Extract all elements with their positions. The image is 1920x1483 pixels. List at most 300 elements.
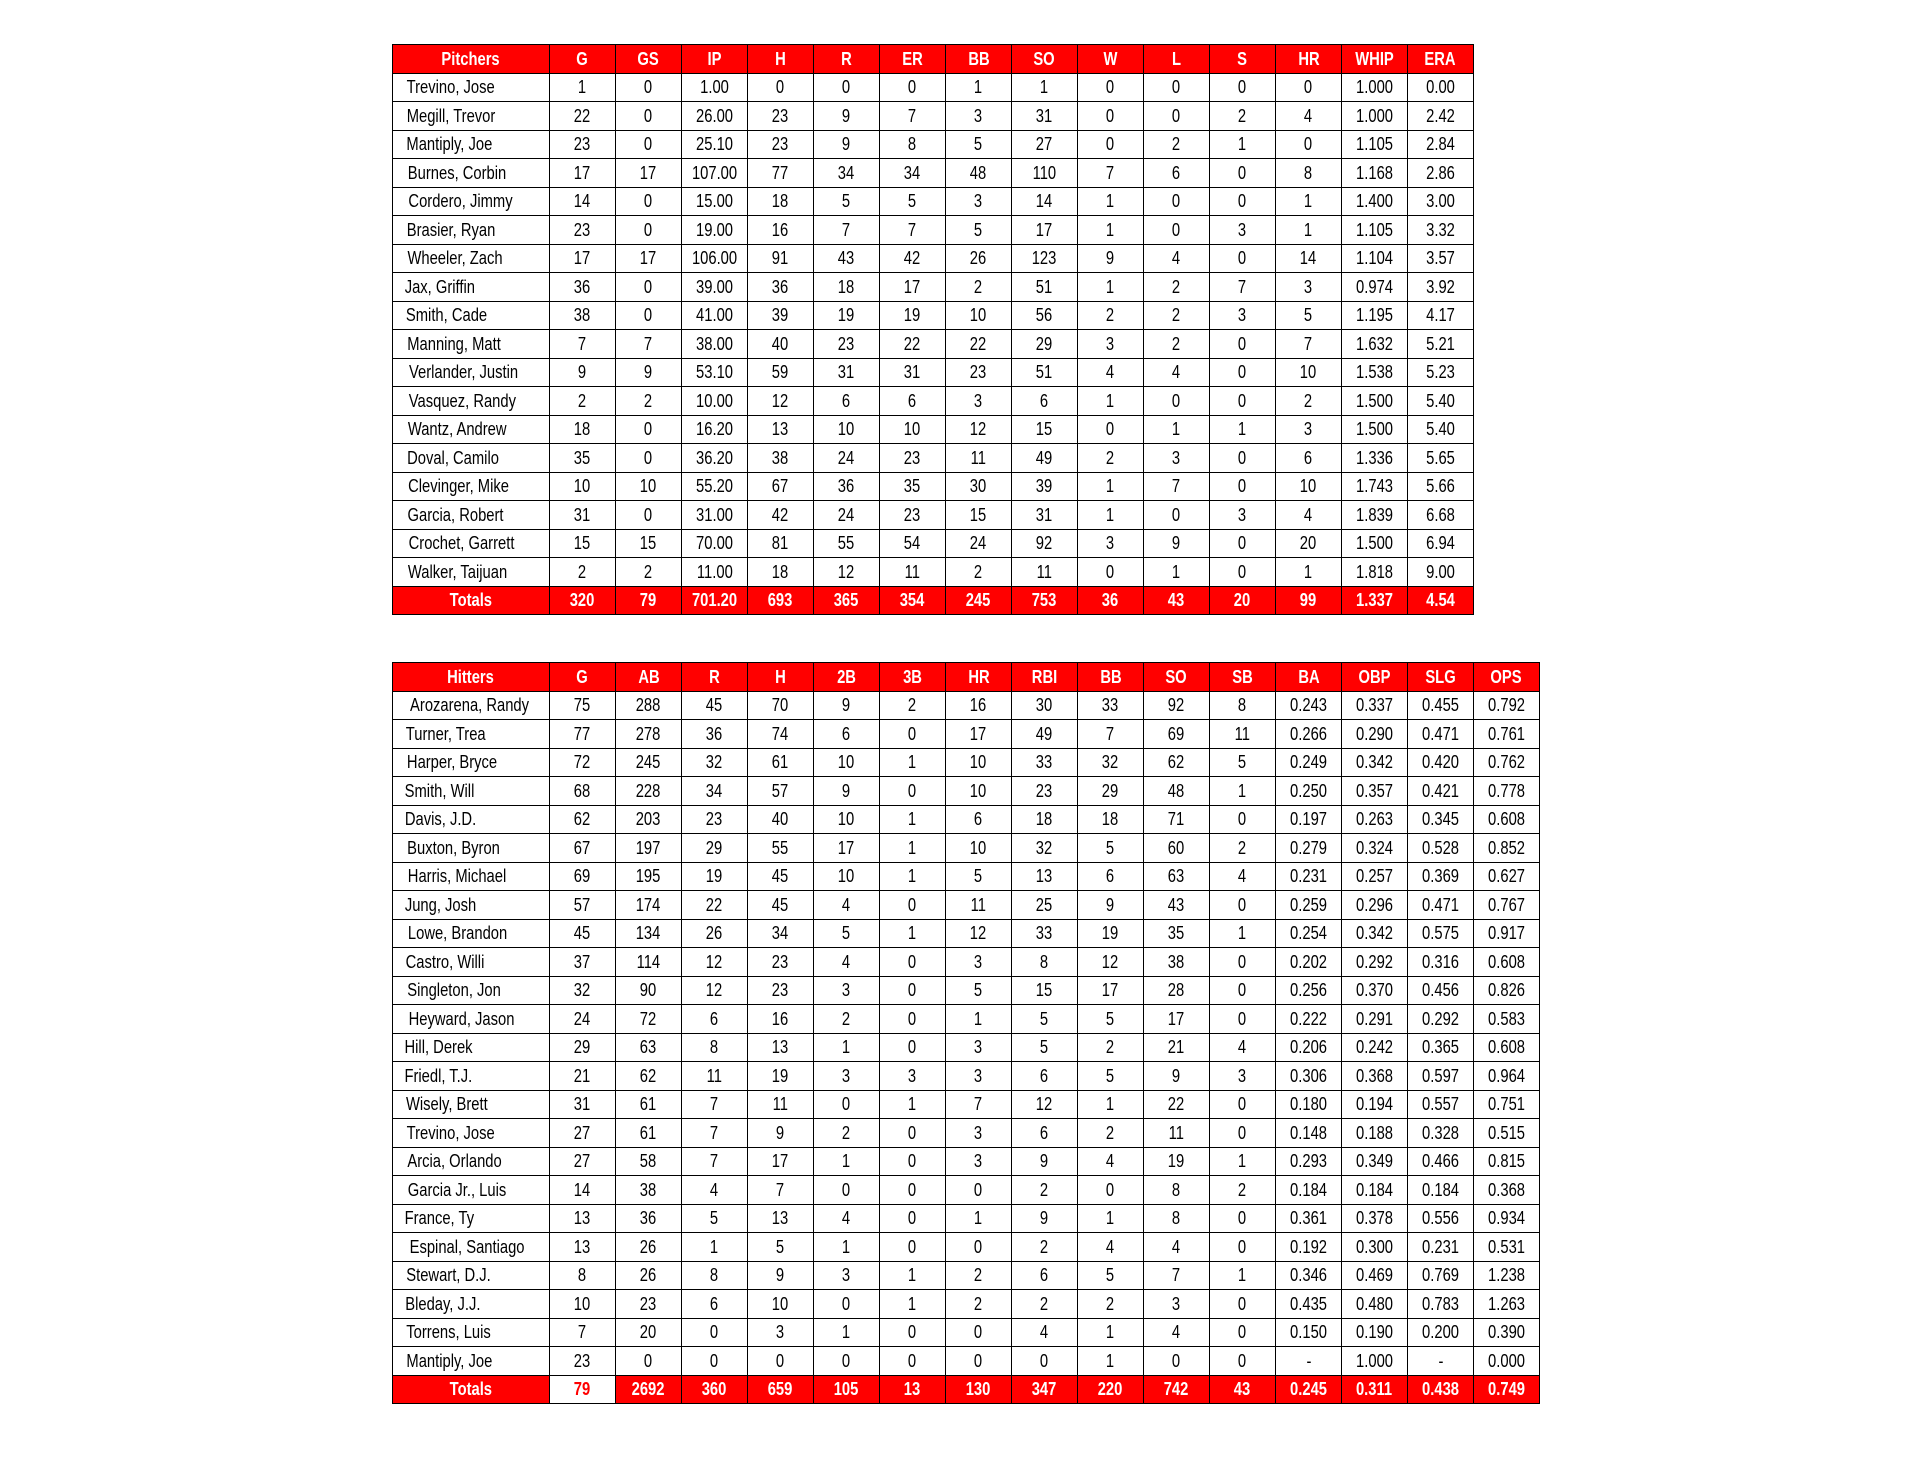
stat-cell [748,415,814,444]
stat-cell [1078,720,1144,749]
stat-cell [880,444,946,473]
totals-cell-text: 20 [1234,590,1251,611]
stat-cell [814,919,880,948]
pitchers-header-cell [1144,45,1210,74]
totals-cell [550,1375,616,1404]
totals-cell-text: 36 [1102,590,1119,611]
stat-cell-text: 38.00 [696,333,733,354]
stat-cell [1144,444,1210,473]
stat-cell [1276,1204,1342,1233]
stat-cell [814,1176,880,1205]
stat-cell [550,187,616,216]
stat-cell-text: 0.293 [1290,1151,1327,1172]
stat-cell [1210,691,1276,720]
stat-cell-text: 6 [1304,447,1313,468]
stat-cell [1144,777,1210,806]
stat-cell-text: 0 [1238,390,1247,411]
stat-cell-text: 4 [1172,362,1181,383]
stat-cell [1276,273,1342,302]
stat-cell [616,1233,682,1262]
stat-cell [814,301,880,330]
stat-cell [616,472,682,501]
stat-cell [1078,501,1144,530]
stat-cell-text: 55 [772,837,789,858]
stat-cell [1408,976,1474,1005]
stat-cell [1144,330,1210,359]
stat-cell [550,1347,616,1376]
stat-cell-text: 24 [838,447,855,468]
stat-cell [682,1261,748,1290]
stat-cell-text: 16 [772,219,789,240]
stat-cell-text: 2 [842,1122,851,1143]
stat-cell-text: 14 [574,1179,591,1200]
stat-cell [1078,748,1144,777]
player-name-cell [393,558,550,587]
player-name-cell [393,691,550,720]
table-row [393,1147,1540,1176]
stat-cell [1474,1233,1540,1262]
stat-cell-text: 0 [1172,1350,1181,1371]
stat-cell-text: 0.480 [1356,1293,1393,1314]
hitters-header-cell [616,663,682,692]
stat-cell-text: 2 [1172,305,1181,326]
stat-cell [682,1204,748,1233]
stat-cell [1012,1204,1078,1233]
stat-cell-text: 45 [772,894,789,915]
totals-cell [814,1375,880,1404]
hitters-header-cell [1276,663,1342,692]
stat-cell-text: 245 [636,752,661,773]
stat-cell [682,301,748,330]
stat-cell [1210,159,1276,188]
stat-cell-text: 59 [772,362,789,383]
stat-cell [1078,102,1144,131]
stat-cell [1276,777,1342,806]
stat-cell [880,1147,946,1176]
player-name-cell [393,216,550,245]
stat-cell-text: 42 [904,248,921,269]
stat-cell-text: 49 [1036,723,1053,744]
stat-cell [880,1176,946,1205]
stat-cell [946,891,1012,920]
stat-cell [1012,1318,1078,1347]
totals-cell [748,586,814,615]
stat-cell [946,805,1012,834]
stat-cell [1210,1033,1276,1062]
player-name-cell [393,1347,550,1376]
stat-cell-text: 17 [838,837,855,858]
stat-cell-text: 55 [838,533,855,554]
stat-cell-text: 35 [904,476,921,497]
stat-cell-text: 0.557 [1422,1094,1459,1115]
stat-cell-text: 26 [706,923,723,944]
table-row [393,216,1474,245]
stat-cell [550,691,616,720]
stat-cell [1012,777,1078,806]
stat-cell-text: 0.250 [1290,780,1327,801]
stat-cell-text: 1.238 [1488,1265,1525,1286]
totals-cell [946,586,1012,615]
stat-cell [1012,1347,1078,1376]
stat-cell-text: 92 [1168,695,1185,716]
stat-cell [1012,501,1078,530]
stat-cell-text: 18 [1036,809,1053,830]
stat-cell [748,1318,814,1347]
stat-cell-text: 0 [908,1350,917,1371]
stat-cell-text: 3 [974,1122,983,1143]
stat-cell-text: 19 [1168,1151,1185,1172]
stat-cell-text: 23 [706,809,723,830]
stat-cell [1144,976,1210,1005]
stat-cell-text: 62 [574,809,591,830]
stat-cell [1342,1347,1408,1376]
stat-cell [748,1261,814,1290]
stat-cell [946,1147,1012,1176]
stat-cell [748,834,814,863]
stat-cell-text: 2 [1106,1122,1115,1143]
stat-cell-text: 1.00 [700,77,729,98]
hitters-header-cell [682,663,748,692]
stat-cell-text: 0.627 [1488,866,1525,887]
stat-cell-text: 0.150 [1290,1322,1327,1343]
stat-cell [1474,1147,1540,1176]
stat-cell [1474,1062,1540,1091]
stat-cell-text: 23 [574,219,591,240]
stat-cell-text: 0 [1238,980,1247,1001]
stat-cell [748,73,814,102]
totals-row [393,586,1474,615]
stat-cell-text: 0.202 [1290,951,1327,972]
stat-cell-text: 12 [838,561,855,582]
stat-cell-text: 57 [772,780,789,801]
hitters-header-cell-text: 2B [837,666,856,687]
stat-cell-text: 0.197 [1290,809,1327,830]
totals-cell-text: 0.438 [1422,1379,1459,1400]
hitters-header-cell [1474,663,1540,692]
stat-cell [1210,777,1276,806]
stat-cell [1078,529,1144,558]
stat-cell [550,415,616,444]
stat-cell [880,976,946,1005]
stat-cell-text: 55.20 [696,476,733,497]
stat-cell [1408,1033,1474,1062]
stat-cell-text: 72 [574,752,591,773]
stat-cell-text: 4 [842,894,851,915]
stat-cell-text: 0.378 [1356,1208,1393,1229]
stat-cell [814,1062,880,1091]
stat-cell-text: 36 [640,1208,657,1229]
stat-cell [1210,529,1276,558]
stat-cell-text: 48 [1168,780,1185,801]
stat-cell-text: 0.180 [1290,1094,1327,1115]
stat-cell-text: 3 [974,1151,983,1172]
stat-cell [880,1062,946,1091]
stat-cell-text: 45 [574,923,591,944]
stat-cell-text: 0 [1238,809,1247,830]
stat-cell-text: 10 [640,476,657,497]
player-name-cell [393,777,550,806]
stat-cell [1342,1318,1408,1347]
stat-cell [1012,130,1078,159]
stat-cell-text: 53.10 [696,362,733,383]
hitters-header-cell [880,663,946,692]
table-row [393,1347,1540,1376]
stat-cell [1474,976,1540,1005]
stat-cell-text: 2.86 [1426,162,1455,183]
stat-cell-text: 1 [908,1265,917,1286]
totals-cell [1144,586,1210,615]
pitchers-header-cell [1408,45,1474,74]
stat-cell [1144,529,1210,558]
totals-label-cell [393,586,550,615]
stat-cell-text: 10 [1300,476,1317,497]
pitchers-header-cell-text: R [841,48,852,69]
stat-cell-text: 3.92 [1426,276,1455,297]
stat-cell [1078,130,1144,159]
stat-cell [1342,976,1408,1005]
stat-cell [1342,777,1408,806]
stat-cell [1144,472,1210,501]
stat-cell-text: 23 [970,362,987,383]
stat-cell-text: 2 [1106,305,1115,326]
hitters-header-cell [1210,663,1276,692]
stat-cell-text: 0.346 [1290,1265,1327,1286]
stat-cell-text: 3 [1238,305,1247,326]
player-name-cell [393,1033,550,1062]
stat-cell-text: 2 [1238,837,1247,858]
stat-cell-text: 107.00 [691,162,738,183]
stat-cell-text: 9 [644,362,653,383]
stat-cell-text: 19 [904,305,921,326]
stat-cell-text: 7 [908,219,917,240]
stat-cell [1012,1062,1078,1091]
totals-cell [550,586,616,615]
stat-cell-text: 42 [772,504,789,525]
stat-cell [550,472,616,501]
stat-cell-text: 0 [1304,134,1313,155]
stat-cell-text: 0.256 [1290,980,1327,1001]
stat-cell-text: 3.57 [1426,248,1455,269]
pitchers-header-cell [1210,45,1276,74]
stat-cell-text: 0.761 [1488,723,1525,744]
totals-cell [682,586,748,615]
stat-cell [1276,102,1342,131]
stat-cell-text: 4 [1238,1037,1247,1058]
hitters-header-cell [550,663,616,692]
stat-cell-text: 1 [710,1236,719,1257]
stat-cell-text: 10 [970,752,987,773]
stat-cell-text: 16 [772,1008,789,1029]
stat-cell-text: 0 [908,1151,917,1172]
stat-cell-text: 36.20 [696,447,733,468]
stat-cell [1474,948,1540,977]
stat-cell [1276,1119,1342,1148]
stat-cell [946,1204,1012,1233]
stat-cell-text: 0 [1238,561,1247,582]
stat-cell [682,1119,748,1148]
stat-cell-text: 71 [1168,809,1185,830]
stat-cell [748,301,814,330]
stat-cell [550,244,616,273]
stat-cell [946,301,1012,330]
stat-cell-text: 3 [1106,533,1115,554]
stat-cell [880,187,946,216]
stat-cell-text: 31 [1036,105,1053,126]
table-row [393,948,1540,977]
stat-cell [1144,301,1210,330]
stat-cell-text: 1 [908,866,917,887]
player-name-cell-text: Garcia Jr., Luis [407,1179,507,1200]
stat-cell [1210,1233,1276,1262]
stat-cell [880,777,946,806]
stat-cell-text: 8 [1238,695,1247,716]
stat-cell [616,1119,682,1148]
stat-cell-text: 3 [1238,1065,1247,1086]
stat-cell-text: 7 [1172,1265,1181,1286]
stat-cell-text: 0 [644,191,653,212]
stat-cell [1408,159,1474,188]
stat-cell [1078,187,1144,216]
stat-cell [1342,301,1408,330]
stat-cell [814,387,880,416]
stat-cell [1210,1119,1276,1148]
stat-cell [946,130,1012,159]
stat-cell [814,1233,880,1262]
stat-cell [1012,748,1078,777]
player-name-cell-text: Mantiply, Joe [406,134,493,155]
stat-cell [946,1119,1012,1148]
stat-cell-text: 0.279 [1290,837,1327,858]
stat-cell-text: 4 [1304,105,1313,126]
pitchers-header-cell [393,45,550,74]
stat-cell-text: 31 [574,1094,591,1115]
stat-cell [814,330,880,359]
stat-cell [1276,748,1342,777]
stat-cell-text: 2 [1238,1179,1247,1200]
stat-cell [748,387,814,416]
stat-cell [748,720,814,749]
stat-cell [1012,387,1078,416]
stat-cell-text: 61 [640,1094,657,1115]
stat-cell [1012,1233,1078,1262]
stat-cell-text: 0.254 [1290,923,1327,944]
stat-cell-text: 1 [1106,219,1115,240]
pitchers-header-cell [1342,45,1408,74]
stat-cell [1210,1090,1276,1119]
stat-cell [1210,1176,1276,1205]
stat-cell [1342,102,1408,131]
stat-cell-text: 7 [908,105,917,126]
stat-cell [1210,501,1276,530]
stat-cell [550,558,616,587]
stat-cell [748,472,814,501]
stat-cell-text: 34 [772,923,789,944]
stat-cell [1408,216,1474,245]
player-name-cell [393,1318,550,1347]
stat-cell-text: 0.357 [1356,780,1393,801]
stat-cell [550,976,616,1005]
stat-cell-text: 10 [838,752,855,773]
stat-cell [550,73,616,102]
stat-cell-text: 2 [1238,105,1247,126]
stat-cell [1210,244,1276,273]
table-row [393,187,1474,216]
stat-cell [1012,358,1078,387]
stat-cell [1144,73,1210,102]
stat-cell [946,501,1012,530]
stat-cell-text: 7 [710,1122,719,1143]
stat-cell [1210,330,1276,359]
stat-cell [1210,558,1276,587]
stat-cell-text: 6 [1040,1122,1049,1143]
stat-cell [1276,1261,1342,1290]
player-name-cell [393,130,550,159]
stat-cell-text: 2 [1040,1179,1049,1200]
stat-cell [1276,1176,1342,1205]
stat-cell [814,415,880,444]
stat-cell-text: 4 [1106,1151,1115,1172]
table-row [393,529,1474,558]
totals-label-cell-text: Totals [449,1379,493,1400]
player-name-cell-text: Castro, Willi [405,951,485,972]
stat-cell-text: 12 [772,390,789,411]
stat-cell [1210,834,1276,863]
stat-cell-text: 10 [970,780,987,801]
stat-cell-text: 37 [574,951,591,972]
stat-cell-text: 7 [842,219,851,240]
player-name-cell-text: Wheeler, Zach [407,248,503,269]
stat-cell [1276,891,1342,920]
player-name-cell [393,1147,550,1176]
stat-cell-text: 38 [1168,951,1185,972]
stat-cell [1408,1261,1474,1290]
stat-cell-text: 0 [644,276,653,297]
stat-cell-text: 0 [1238,1208,1247,1229]
stat-cell-text: 6.94 [1426,533,1455,554]
stat-cell-text: 38 [640,1179,657,1200]
stat-cell-text: 7 [578,1322,587,1343]
stat-cell-text: 31 [1036,504,1053,525]
pitchers-header-cell [1276,45,1342,74]
stat-cell [682,472,748,501]
stat-cell-text: 22 [706,894,723,915]
stat-cell-text: 10 [970,305,987,326]
stat-cell [814,472,880,501]
stat-cell-text: 4 [1304,504,1313,525]
stat-cell [946,159,1012,188]
stat-cell-text: 29 [574,1037,591,1058]
stat-cell [814,948,880,977]
stat-cell [682,273,748,302]
stat-cell-text: 5 [1106,837,1115,858]
stat-cell [748,216,814,245]
stat-cell-text: 6 [1040,1265,1049,1286]
stat-cell [682,1033,748,1062]
stat-cell-text: 0 [644,219,653,240]
stat-cell [1474,1204,1540,1233]
player-name-cell-text: Cordero, Jimmy [408,191,513,212]
stat-cell [880,834,946,863]
player-name-cell-text: Harper, Bryce [406,752,498,773]
pitchers-header-cell-text: ER [902,48,923,69]
totals-cell [1078,586,1144,615]
stat-cell [1276,1233,1342,1262]
stat-cell-text: 4 [1106,1236,1115,1257]
stat-cell-text: 2 [1106,1293,1115,1314]
stat-cell-text: 8 [710,1037,719,1058]
stat-cell [1012,834,1078,863]
stat-cell-text: 0.259 [1290,894,1327,915]
